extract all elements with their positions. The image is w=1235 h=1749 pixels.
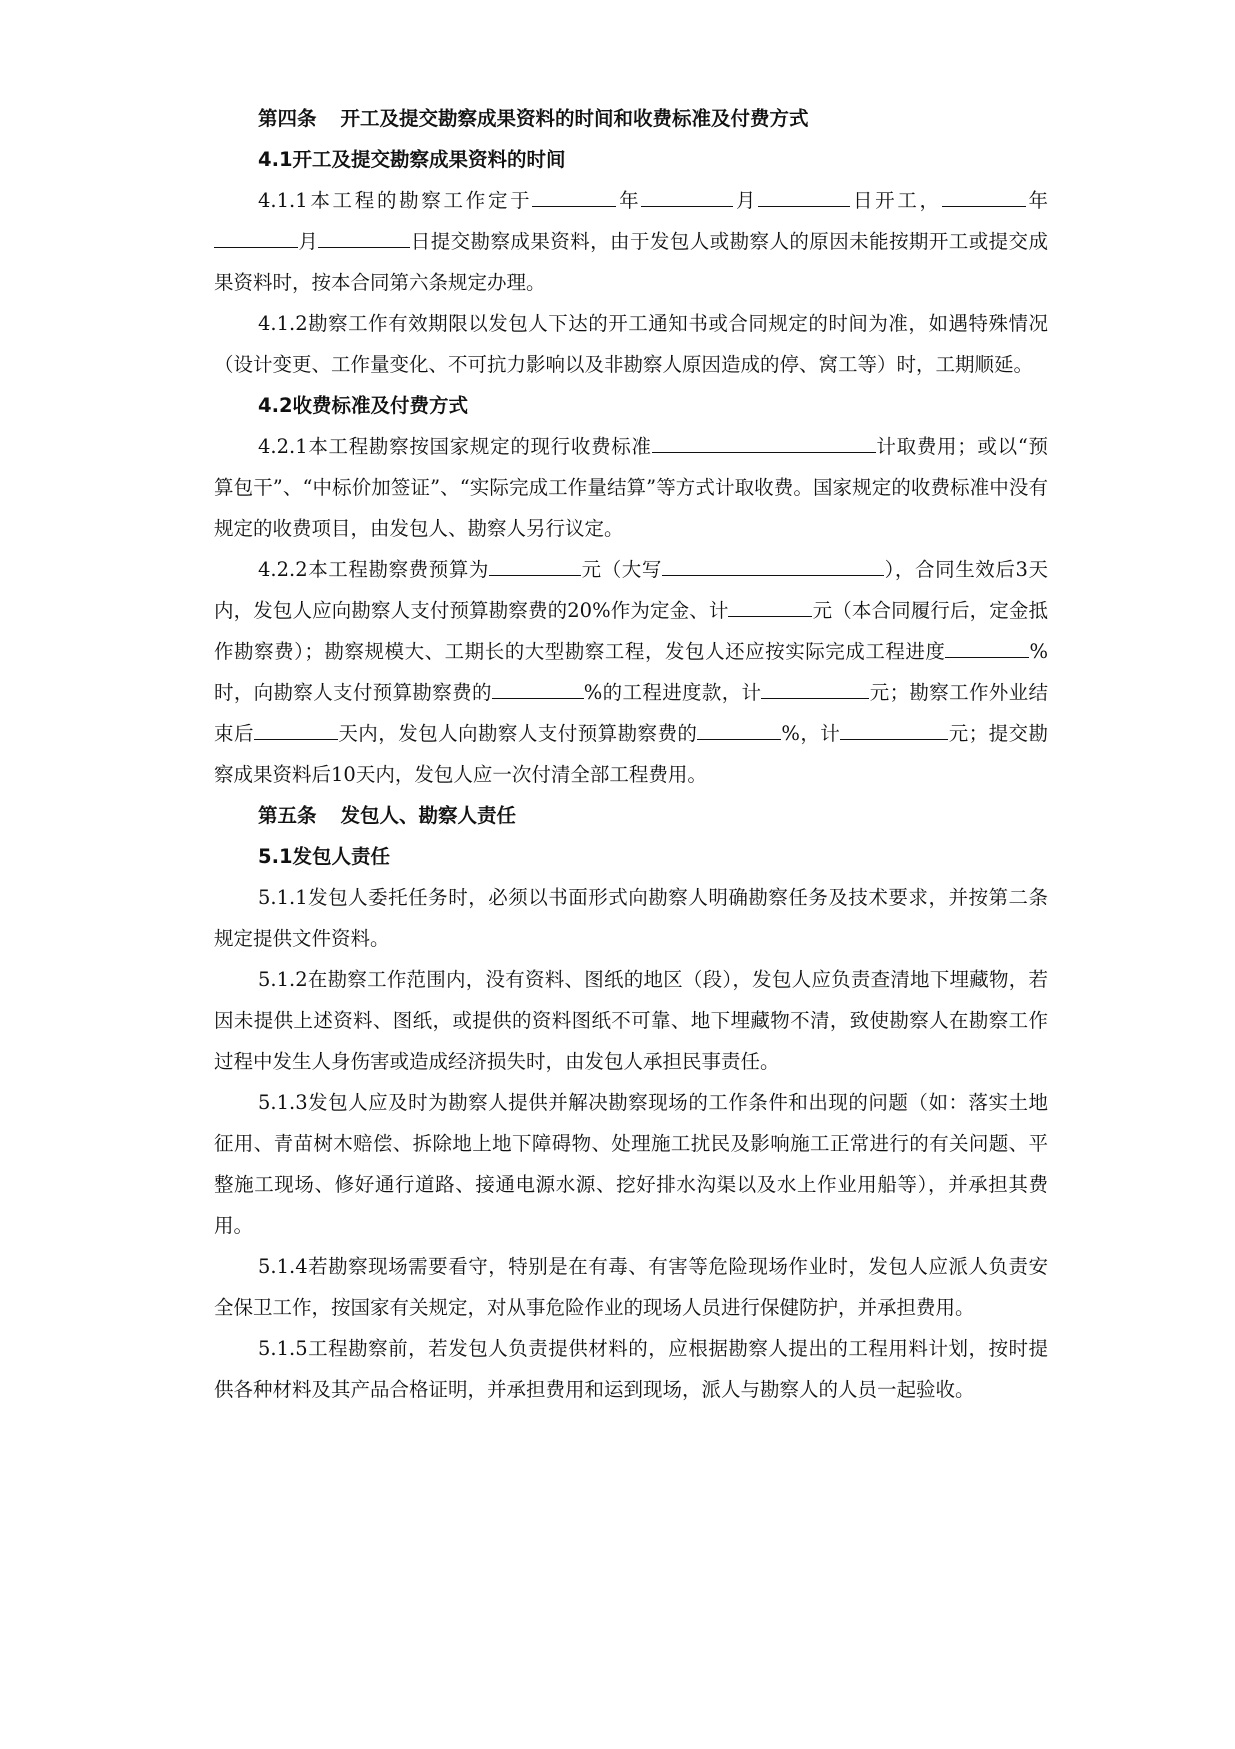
clause-4-2-1: 4.2.1本工程勘察按国家规定的现行收费标准 计取费用；或以“预算包干”、“中标价加签证”、“实际完成工作量结算”等方式计取收费。国家规定的收费标准中没有规定的收费项目，由发包人、勘察人另行议定。 [214,426,1048,549]
blank-progress-amount[interactable] [761,673,869,699]
blank-budget-amount[interactable] [489,550,581,576]
article-4-heading: 第四条 开工及提交勘察成果资料的时间和收费标准及付费方式 [258,107,809,130]
blank-budget-capital[interactable] [662,550,884,576]
blank-payment-percent[interactable] [492,673,584,699]
blank-deposit-amount[interactable] [728,591,812,617]
blank-final-amount[interactable] [840,714,948,740]
contract-page [214,98,1048,1410]
blank-fee-standard[interactable] [652,427,876,453]
clause-5-1-5: 5.1.5工程勘察前，若发包人负责提供材料的，应根据勘察人提出的工程用料计划，按时提供各种材料及其产品合格证明，并承担费用和运到现场，派人与勘察人的人员一起验收。 [214,1337,1048,1401]
section-4-2-heading: 4.2收费标准及付费方式 [258,394,469,417]
clause-4-1-2: 4.1.2勘察工作有效期限以发包人下达的开工通知书或合同规定的时间为准，如遇特殊情况（设计变更、工作量变化、不可抗力影响以及非勘察人原因造成的停、窝工等）时，工期顺延。 [214,312,1048,376]
blank-final-percent[interactable] [697,714,781,740]
clause-5-1-4: 5.1.4若勘察现场需要看守，特别是在有毒、有害等危险现场作业时，发包人应派人负责安全保卫工作，按国家有关规定，对从事危险作业的现场人员进行保健防护，并承担费用。 [214,1255,1048,1319]
blank-start-month[interactable] [641,181,733,207]
blank-submit-month[interactable] [214,222,298,248]
section-4-1-heading: 4.1开工及提交勘察成果资料的时间 [258,148,566,171]
blank-start-year[interactable] [532,181,616,207]
blank-progress-percent[interactable] [945,632,1029,658]
blank-submit-year[interactable] [942,181,1026,207]
clause-4-2-2: 4.2.2本工程勘察费预算为 元（大写 ），合同生效后3天内，发包人应向勘察人支付预算勘察费的20%作为定金、计 元（本合同履行后，定金抵作勘察费）；勘察规模大、工期长的大型勘察工程，发包人还应按实际完成工程进度 %时，向勘察人支付预算勘察费的 %的工程进度款，计 元；勘察工作外业结束后 天内，发包人向勘察人支付预算勘察费的 %，计 元；提交勘察成果资料后10天内，发包人应一次付清全部工程费用。 [214,549,1048,795]
blank-start-day[interactable] [758,181,850,207]
clause-4-1-1: 4.1.1本工程的勘察工作定于 年 月 日开工， 年月 日提交勘察成果资料，由于发包人或勘察人的原因未能按期开工或提交成果资料时，按本合同第六条规定办理。 [214,180,1048,303]
blank-days[interactable] [254,714,338,740]
clause-5-1-2: 5.1.2在勘察工作范围内，没有资料、图纸的地区（段），发包人应负责查清地下埋藏物，若因未提供上述资料、图纸，或提供的资料图纸不可靠、地下埋藏物不清，致使勘察人在勘察工作过程中发生人身伤害或造成经济损失时，由发包人承担民事责任。 [214,968,1048,1073]
section-5-1-heading: 5.1发包人责任 [258,845,391,868]
blank-submit-day[interactable] [318,222,410,248]
article-5-heading: 第五条 发包人、勘察人责任 [258,804,517,827]
clause-5-1-3: 5.1.3发包人应及时为勘察人提供并解决勘察现场的工作条件和出现的问题（如：落实土地征用、青苗树木赔偿、拆除地上地下障碍物、处理施工扰民及影响施工正常进行的有关问题、平整施工现场、修好通行道路、接通电源水源、挖好排水沟渠以及水上作业用船等），并承担其费用。 [214,1091,1048,1237]
clause-5-1-1: 5.1.1发包人委托任务时，必须以书面形式向勘察人明确勘察任务及技术要求，并按第二条规定提供文件资料。 [214,886,1048,950]
